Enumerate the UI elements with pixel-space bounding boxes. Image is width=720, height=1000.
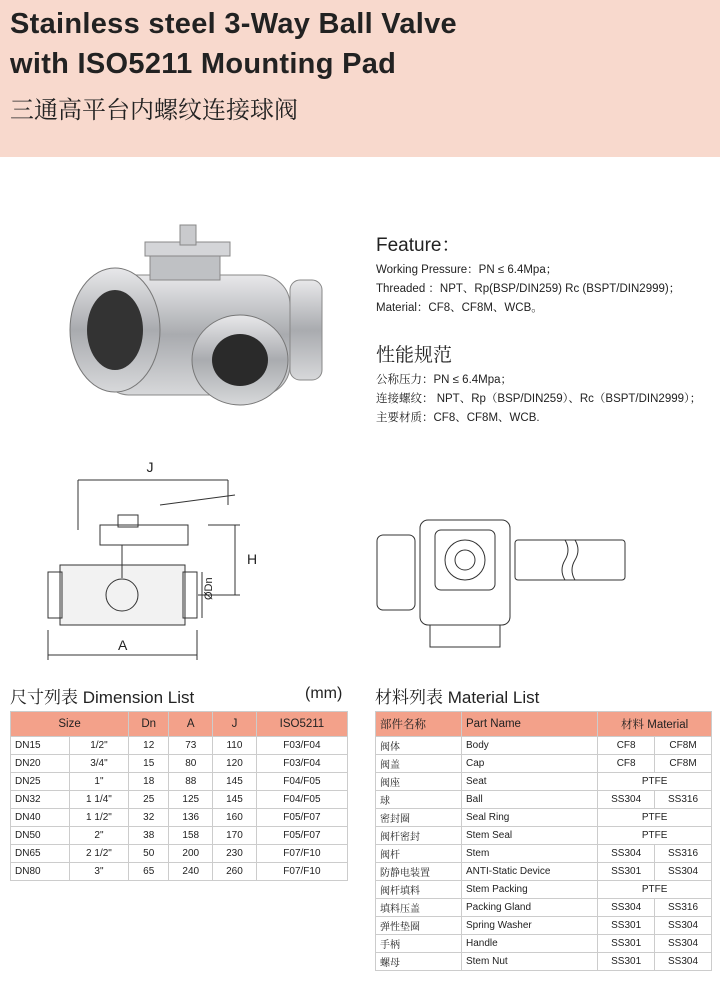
table-cell: 12 [129, 737, 169, 755]
table-cell: CF8M [655, 755, 712, 773]
table-row [11, 827, 348, 845]
table-cell: 110 [213, 737, 257, 755]
table-cell: 73 [169, 737, 213, 755]
front-section-drawing [40, 450, 260, 665]
table-row [11, 737, 348, 755]
top-view-drawing [365, 495, 635, 660]
table-cell: PTFE [598, 881, 712, 899]
table-cell: 38 [129, 827, 169, 845]
table-cell: Stem [461, 845, 597, 863]
table-cell: DN50 [11, 827, 70, 845]
table-cell: 2" [69, 827, 128, 845]
dimension-label-a: A [118, 637, 128, 653]
table-cell: 158 [169, 827, 213, 845]
feature-line-cn: 连接螺纹： NPT、Rp（BSP/DIN259）、Rc（BSPT/DIN2999）； [376, 393, 702, 405]
table-row [11, 809, 348, 827]
table-cell: SS304 [655, 863, 712, 881]
table-cell: 80 [169, 755, 213, 773]
table-row [376, 935, 712, 953]
table-cell: ANTI-Static Device [461, 863, 597, 881]
table-cell: F03/F04 [256, 737, 347, 755]
feature-block [376, 230, 716, 428]
table-cell: SS301 [598, 917, 655, 935]
table-cell: SS304 [655, 935, 712, 953]
material-table [375, 711, 712, 971]
title-banner [0, 0, 720, 157]
table-row [376, 809, 712, 827]
table-cell: 填料压盖 [376, 899, 462, 917]
table-cell: F05/F07 [256, 827, 347, 845]
table-row [376, 917, 712, 935]
table-cell: 防静电装置 [376, 863, 462, 881]
table-row [11, 845, 348, 863]
table-cell: F07/F10 [256, 845, 347, 863]
title-line-2: with ISO5211 Mounting Pad [10, 48, 397, 80]
feature-heading: Feature： [376, 235, 461, 256]
table-cell: PTFE [598, 773, 712, 791]
table-cell: 15 [129, 755, 169, 773]
table-cell: Packing Gland [461, 899, 597, 917]
table-row [376, 863, 712, 881]
table-cell: DN80 [11, 863, 70, 881]
table-cell: Stem Nut [461, 953, 597, 971]
table-cell: 125 [169, 791, 213, 809]
table-row [376, 845, 712, 863]
table-cell: 170 [213, 827, 257, 845]
table-cell: 弹性垫圈 [376, 917, 462, 935]
table-cell: 阀盖 [376, 755, 462, 773]
table-cell: 160 [213, 809, 257, 827]
table-cell: SS316 [655, 791, 712, 809]
table-row [11, 773, 348, 791]
table-cell: 65 [129, 863, 169, 881]
table-cell: SS301 [598, 935, 655, 953]
table-cell: 球 [376, 791, 462, 809]
table-cell: 240 [169, 863, 213, 881]
table-cell: 阀体 [376, 737, 462, 755]
table-cell: F03/F04 [256, 755, 347, 773]
table-row [376, 827, 712, 845]
column-header: A [169, 712, 213, 737]
table-cell: SS304 [655, 917, 712, 935]
table-cell: Handle [461, 935, 597, 953]
valve-photo [40, 220, 340, 430]
table-cell: 螺母 [376, 953, 462, 971]
table-cell: DN15 [11, 737, 70, 755]
table-cell: DN25 [11, 773, 70, 791]
table-cell: 200 [169, 845, 213, 863]
table-cell: SS304 [598, 791, 655, 809]
material-list-title: 材料列表 Material List [375, 688, 540, 707]
table-cell: F04/F05 [256, 791, 347, 809]
table-cell: Body [461, 737, 597, 755]
column-header: ISO5211 [256, 712, 347, 737]
table-row [11, 863, 348, 881]
column-header: 材料 Material [598, 712, 712, 737]
feature-line-cn: 主要材质：CF8、CF8M、WCB. [376, 412, 540, 424]
table-row [376, 899, 712, 917]
table-cell: 32 [129, 809, 169, 827]
column-header: Part Name [461, 712, 597, 737]
table-cell: 1 1/2" [69, 809, 128, 827]
table-cell: 2 1/2" [69, 845, 128, 863]
table-cell: F04/F05 [256, 773, 347, 791]
table-cell: 3/4" [69, 755, 128, 773]
table-cell: PTFE [598, 827, 712, 845]
table-cell: 145 [213, 791, 257, 809]
table-cell: Cap [461, 755, 597, 773]
table-cell: 88 [169, 773, 213, 791]
title-chinese: 三通高平台内螺纹连接球阀 [10, 97, 298, 124]
table-cell: DN32 [11, 791, 70, 809]
table-cell: SS304 [598, 845, 655, 863]
table-cell: Ball [461, 791, 597, 809]
table-cell: DN20 [11, 755, 70, 773]
table-cell: 136 [169, 809, 213, 827]
column-header: Size [11, 712, 129, 737]
table-row [376, 881, 712, 899]
table-cell: Stem Seal [461, 827, 597, 845]
table-cell: 1/2" [69, 737, 128, 755]
dimension-label-dn: ØDn [203, 577, 215, 600]
feature-line: Threaded ：NPT、Rp(BSP/DIN259) Rc (BSPT/DIN2999)； [376, 283, 681, 295]
dimension-unit: (mm) [305, 685, 343, 702]
table-cell: F07/F10 [256, 863, 347, 881]
feature-line: Material：CF8、CF8M、WCB。 [376, 302, 543, 314]
feature-heading-cn: 性能规范 [376, 345, 453, 366]
table-cell: 阀杆填料 [376, 881, 462, 899]
table-cell: SS316 [655, 899, 712, 917]
table-cell: 阀杆密封 [376, 827, 462, 845]
table-cell: 3" [69, 863, 128, 881]
table-cell: 50 [129, 845, 169, 863]
table-cell: CF8M [655, 737, 712, 755]
table-cell: 密封圈 [376, 809, 462, 827]
table-cell: CF8 [598, 755, 655, 773]
table-cell: 阀座 [376, 773, 462, 791]
table-cell: DN65 [11, 845, 70, 863]
table-cell: PTFE [598, 809, 712, 827]
dimension-table [10, 711, 348, 881]
table-cell: 145 [213, 773, 257, 791]
table-cell: SS301 [598, 863, 655, 881]
table-row [376, 755, 712, 773]
table-cell: DN40 [11, 809, 70, 827]
table-cell: 手柄 [376, 935, 462, 953]
table-row [376, 791, 712, 809]
table-cell: CF8 [598, 737, 655, 755]
title-line-1: Stainless steel 3-Way Ball Valve [10, 8, 457, 40]
table-cell: 1" [69, 773, 128, 791]
table-cell: Seal Ring [461, 809, 597, 827]
table-cell: Stem Packing [461, 881, 597, 899]
table-cell: Seat [461, 773, 597, 791]
column-header: Dn [129, 712, 169, 737]
table-cell: 1 1/4" [69, 791, 128, 809]
table-cell: SS316 [655, 845, 712, 863]
column-header: J [213, 712, 257, 737]
column-header: 部件名称 [376, 712, 462, 737]
table-cell: F05/F07 [256, 809, 347, 827]
table-row [376, 773, 712, 791]
table-cell: 阀杆 [376, 845, 462, 863]
table-cell: 18 [129, 773, 169, 791]
table-cell: SS304 [598, 899, 655, 917]
table-cell: SS304 [655, 953, 712, 971]
feature-line: Working Pressure：PN ≤ 6.4Mpa； [376, 264, 558, 276]
table-row [376, 953, 712, 971]
table-cell: 25 [129, 791, 169, 809]
table-cell: SS301 [598, 953, 655, 971]
table-cell: 260 [213, 863, 257, 881]
table-row [11, 791, 348, 809]
dimension-label-h: H [247, 551, 258, 567]
feature-line-cn: 公称压力：PN ≤ 6.4Mpa； [376, 374, 513, 386]
table-row [11, 755, 348, 773]
dimension-label-j: J [146, 459, 154, 475]
table-cell: Spring Washer [461, 917, 597, 935]
table-row [376, 737, 712, 755]
table-cell: 120 [213, 755, 257, 773]
table-cell: 230 [213, 845, 257, 863]
dimension-list-title: 尺寸列表 Dimension List [10, 688, 195, 707]
